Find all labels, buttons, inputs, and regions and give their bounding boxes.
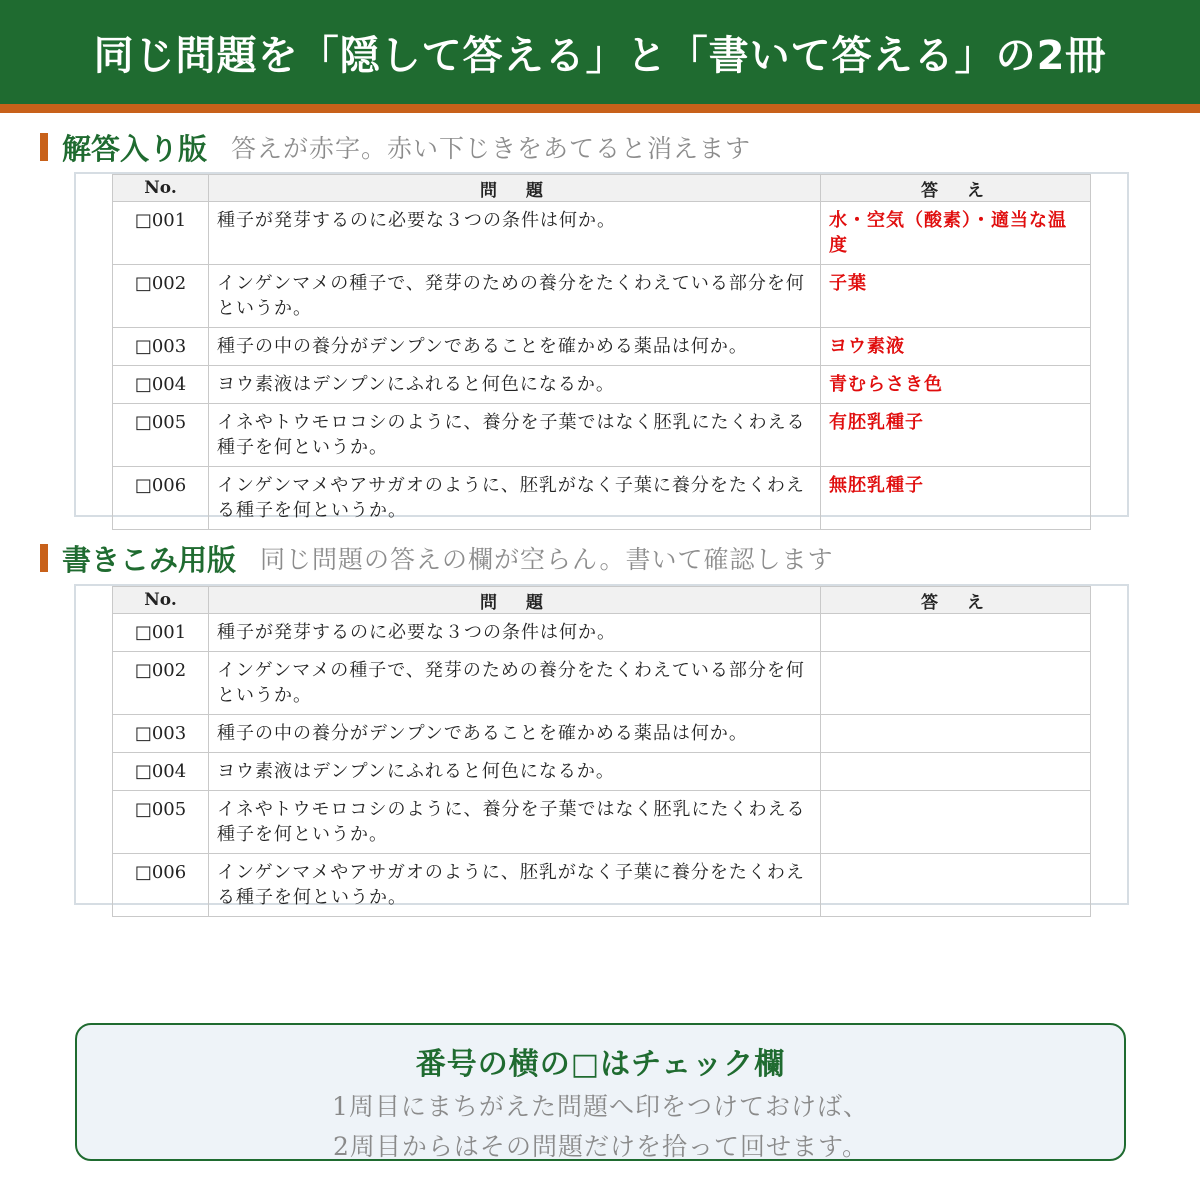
answer-edition-table xyxy=(112,174,1091,530)
answer-blank[interactable] xyxy=(821,753,1091,791)
answer-edition-table-frame xyxy=(74,172,1129,521)
table-row xyxy=(113,614,1091,652)
note-title: 番号の横の□はチェック欄 xyxy=(415,1047,786,1082)
table-header-row xyxy=(113,587,1091,614)
writing-edition-table-frame xyxy=(74,584,1129,908)
question-text: イネやトウモロコシのように、養分を子葉ではなく胚乳にたくわえる種子を何というか。 xyxy=(209,404,821,467)
check-column-note xyxy=(75,1023,1126,1161)
check-number[interactable]: □001 xyxy=(113,614,209,652)
question-text: ヨウ素液はデンプンにふれると何色になるか。 xyxy=(209,366,821,404)
table-row xyxy=(113,715,1091,753)
writing-edition-title: 書きこみ用版 xyxy=(62,542,237,577)
question-text: インゲンマメの種子で、発芽のための養分をたくわえている部分を何というか。 xyxy=(209,652,821,715)
header-question: 問 題 xyxy=(209,587,821,614)
answer-text: ヨウ素液 xyxy=(821,328,1091,366)
check-number[interactable]: □006 xyxy=(113,854,209,917)
table-row xyxy=(113,791,1091,854)
banner-title: 同じ問題を「隠して答える」と「書いて答える」の2冊 xyxy=(93,32,1107,79)
table-row xyxy=(113,652,1091,715)
answer-text: 青むらさき色 xyxy=(821,366,1091,404)
answer-blank[interactable] xyxy=(821,791,1091,854)
answer-blank[interactable] xyxy=(821,715,1091,753)
table-header-row xyxy=(113,175,1091,202)
table-row xyxy=(113,753,1091,791)
check-number[interactable]: □005 xyxy=(113,404,209,467)
table-row xyxy=(113,202,1091,265)
writing-edition-subtitle: 同じ問題の答えの欄が空らん。書いて確認します xyxy=(260,545,834,574)
header-question: 問 題 xyxy=(209,175,821,202)
table-row xyxy=(113,265,1091,328)
heading-accent-bar xyxy=(40,133,48,161)
answer-edition-title: 解答入り版 xyxy=(62,131,208,166)
question-text: 種子の中の養分がデンプンであることを確かめる薬品は何か。 xyxy=(209,715,821,753)
check-number[interactable]: □002 xyxy=(113,265,209,328)
question-text: 種子が発芽するのに必要な３つの条件は何か。 xyxy=(209,202,821,265)
question-text: インゲンマメやアサガオのように、胚乳がなく子葉に養分をたくわえる種子を何というか。 xyxy=(209,467,821,530)
answer-blank[interactable] xyxy=(821,614,1091,652)
answer-edition-subtitle: 答えが赤字。赤い下じきをあてると消えます xyxy=(231,134,752,163)
check-number[interactable]: □006 xyxy=(113,467,209,530)
answer-blank[interactable] xyxy=(821,652,1091,715)
writing-edition-heading xyxy=(40,540,834,576)
table-row xyxy=(113,854,1091,917)
answer-edition-heading xyxy=(40,129,751,165)
question-text: ヨウ素液はデンプンにふれると何色になるか。 xyxy=(209,753,821,791)
answer-text: 有胚乳種子 xyxy=(821,404,1091,467)
heading-accent-bar xyxy=(40,544,48,572)
table-row xyxy=(113,328,1091,366)
table-row xyxy=(113,467,1091,530)
check-number[interactable]: □005 xyxy=(113,791,209,854)
question-text: 種子の中の養分がデンプンであることを確かめる薬品は何か。 xyxy=(209,328,821,366)
check-number[interactable]: □001 xyxy=(113,202,209,265)
question-text: インゲンマメの種子で、発芽のための養分をたくわえている部分を何というか。 xyxy=(209,265,821,328)
check-number[interactable]: □003 xyxy=(113,328,209,366)
header-no: No. xyxy=(113,587,209,614)
header-answer: 答 え xyxy=(821,175,1091,202)
question-text: 種子が発芽するのに必要な３つの条件は何か。 xyxy=(209,614,821,652)
check-number[interactable]: □003 xyxy=(113,715,209,753)
banner-accent-stripe xyxy=(0,104,1200,113)
table-row xyxy=(113,404,1091,467)
header-no: No. xyxy=(113,175,209,202)
writing-edition-table xyxy=(112,586,1091,917)
answer-text: 水・空気（酸素）・適当な温度 xyxy=(821,202,1091,265)
check-number[interactable]: □004 xyxy=(113,366,209,404)
header-banner xyxy=(0,0,1200,104)
table-row xyxy=(113,366,1091,404)
check-number[interactable]: □002 xyxy=(113,652,209,715)
answer-blank[interactable] xyxy=(821,854,1091,917)
question-text: イネやトウモロコシのように、養分を子葉ではなく胚乳にたくわえる種子を何というか。 xyxy=(209,791,821,854)
question-text: インゲンマメやアサガオのように、胚乳がなく子葉に養分をたくわえる種子を何というか。 xyxy=(209,854,821,917)
answer-text: 無胚乳種子 xyxy=(821,467,1091,530)
header-answer: 答 え xyxy=(821,587,1091,614)
answer-text: 子葉 xyxy=(821,265,1091,328)
check-number[interactable]: □004 xyxy=(113,753,209,791)
note-line-1: 1周目にまちがえた問題へ印をつけておけば、 xyxy=(332,1092,869,1121)
note-line-2: 2周目からはその問題だけを拾って回せます。 xyxy=(333,1132,868,1161)
